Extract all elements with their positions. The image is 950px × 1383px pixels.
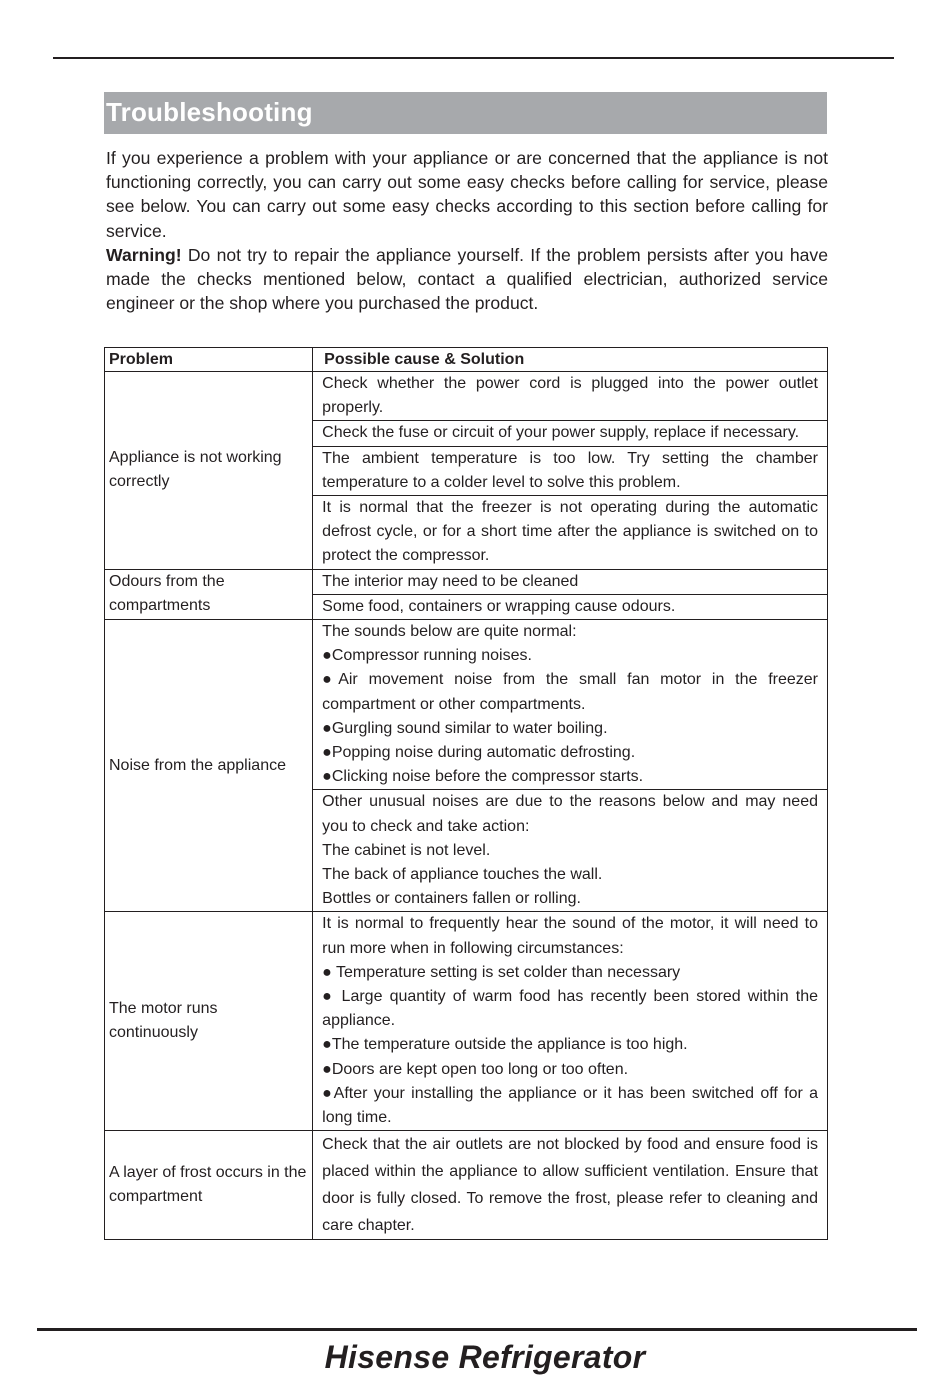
solution-line: ●Clicking noise before the compressor starts. xyxy=(322,768,644,786)
table-body xyxy=(105,372,828,1240)
solution-line: Check that the air outlets are not blocked by food and ensure food is placed within the appliance to allow sufficient ventilation. Ensure that door is fully closed. To remove the frost, please refer to cleaning and care chapter. xyxy=(322,1136,818,1235)
solution-line: It is normal to frequently hear the sound of the motor, it will need to run more when in following circumstances: xyxy=(322,915,818,957)
footer-brand: Hisense Refrigerator xyxy=(324,1339,646,1375)
warning-text: Do not try to repair the appliance yourself. If the problem persists after you have made the checks mentioned below, contact a qualified electrician, authorized service engineer or the shop where you purchased the product. xyxy=(106,244,828,314)
troubleshooting-table xyxy=(104,347,828,1240)
warning-label: Warning! xyxy=(106,244,182,265)
solution-line: ●Popping noise during automatic defrosting. xyxy=(322,744,636,762)
solution-line: Some food, containers or wrapping cause odours. xyxy=(322,597,676,615)
problem-cell: A layer of frost occurs in the compartment xyxy=(105,1131,313,1240)
solution-cell xyxy=(313,912,828,1131)
intro-text xyxy=(106,146,828,315)
solution-line: Check the fuse or circuit of your power supply, replace if necessary. xyxy=(322,424,800,442)
solution-line: Bottles or containers fallen or rolling. xyxy=(322,890,581,908)
solution-cell xyxy=(313,421,828,446)
solution-cell xyxy=(313,594,828,619)
problem-cell: Noise from the appliance xyxy=(105,620,313,912)
problem-cell: Appliance is not working correctly xyxy=(105,372,313,570)
section-title: Troubleshooting xyxy=(106,97,313,127)
bottom-divider xyxy=(37,1328,917,1331)
solution-line: ● Temperature setting is set colder than necessary xyxy=(322,963,681,981)
solution-line: The cabinet is not level. xyxy=(322,841,491,859)
solution-line: It is normal that the freezer is not operating during the automatic defrost cycle, or for a short time after the appliance is switched on to protect the compressor. xyxy=(322,499,818,565)
solution-cell xyxy=(313,1131,828,1240)
solution-line: The back of appliance touches the wall. xyxy=(322,866,603,884)
solution-line: ●Gurgling sound similar to water boiling. xyxy=(322,719,608,737)
solution-line: Other unusual noises are due to the reasons below and may need you to check and take action: xyxy=(322,793,818,835)
solution-line: ●The temperature outside the appliance is too high. xyxy=(322,1036,688,1054)
solution-cell xyxy=(313,496,828,570)
solution-line: The interior may need to be cleaned xyxy=(322,572,579,590)
solution-cell xyxy=(313,620,828,790)
warning-paragraph xyxy=(106,243,828,316)
solution-line: ●Compressor running noises. xyxy=(322,647,532,665)
solution-line: Check whether the power cord is plugged into the power outlet properly. xyxy=(322,375,818,417)
table-row xyxy=(105,372,828,421)
problem-cell: Odours from the compartments xyxy=(105,569,313,619)
table-row xyxy=(105,912,828,1131)
table-row xyxy=(105,620,828,790)
solution-line: ●Doors are kept open too long or too often. xyxy=(322,1060,629,1078)
solution-line: The ambient temperature is too low. Try setting the chamber temperature to a colder level to solve this problem. xyxy=(322,449,818,491)
solution-line: ●After your installing the appliance or it has been switched off for a long time. xyxy=(322,1084,818,1127)
intro-paragraph: If you experience a problem with your appliance or are concerned that the appliance is not functioning correctly, you can carry out some easy checks before calling for service, please see below. You can carry out some easy checks according to this section before calling for service. xyxy=(106,148,828,241)
solution-cell xyxy=(313,372,828,421)
header-solution: Possible cause & Solution xyxy=(313,348,828,372)
solution-cell xyxy=(313,446,828,495)
table-row xyxy=(105,1131,828,1240)
top-divider xyxy=(53,57,894,59)
section-header-bar xyxy=(104,92,827,134)
problem-cell: The motor runs continuously xyxy=(105,912,313,1131)
solution-cell xyxy=(313,790,828,912)
header-problem: Problem xyxy=(105,348,313,372)
table-row xyxy=(105,569,828,594)
solution-cell xyxy=(313,569,828,594)
solution-line: ●Air movement noise from the small fan motor in the freezer compartment or other compartments. xyxy=(322,671,818,713)
solution-line: The sounds below are quite normal: xyxy=(322,623,577,641)
table-header-row xyxy=(105,348,828,372)
solution-line: ● Large quantity of warm food has recently been stored within the appliance. xyxy=(322,988,818,1030)
